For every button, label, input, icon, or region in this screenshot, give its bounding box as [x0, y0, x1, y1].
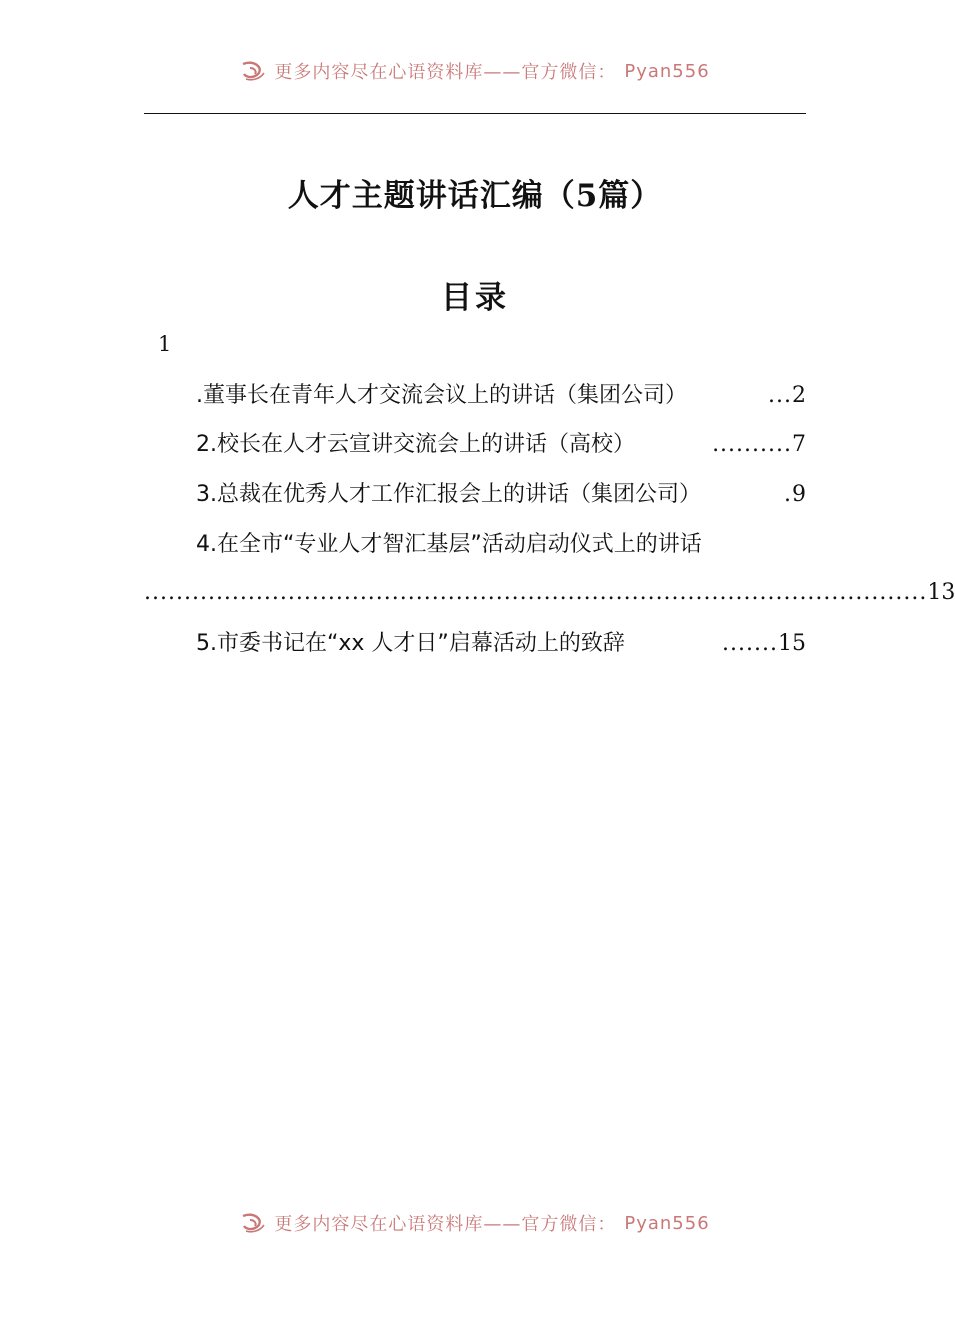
toc-entry-title: 5.市委书记在“xx 人才日”启幕活动上的致辞 — [196, 631, 625, 656]
watermark-handle: Pyan556 — [624, 1212, 710, 1234]
watermark-text: 更多内容尽在心语资料库——官方微信： — [274, 1214, 617, 1235]
toc-page-number: 15 — [778, 631, 806, 656]
toc-entry[interactable] — [196, 529, 806, 561]
toc-entry-title: .董事长在青年人才交流会议上的讲话（集团公司） — [196, 383, 687, 408]
toc-entry-title: 4.在全市“专业人才智汇基层”活动启动仪式上的讲话 — [196, 532, 702, 557]
toc-page-number: 7 — [792, 432, 806, 457]
toc-entry-continuation[interactable] — [144, 577, 955, 609]
footer-watermark — [0, 1208, 950, 1238]
toc-entry[interactable] — [196, 628, 806, 660]
toc-page-number: 2 — [792, 383, 806, 408]
watermark-text: 更多内容尽在心语资料库——官方微信： — [274, 62, 617, 83]
toc-entry-title: 3.总裁在优秀人才工作汇报会上的讲话（集团公司） — [196, 482, 701, 507]
header-watermark — [0, 56, 950, 86]
toc-heading: 目录 — [441, 280, 509, 316]
brand-logo-icon — [240, 60, 266, 82]
brand-logo-icon — [240, 1212, 266, 1234]
watermark-handle: Pyan556 — [624, 60, 710, 82]
stray-list-number: 1 — [158, 332, 172, 356]
toc-entry-title: 2.校长在人才云宣讲交流会上的讲话（高校） — [196, 432, 635, 457]
document-title: 人才主题讲话汇编（5篇） — [287, 178, 663, 214]
toc-entry[interactable] — [196, 429, 806, 461]
toc-leader-dots: .................................................................................................. — [144, 580, 928, 605]
header-divider — [144, 113, 806, 114]
toc-leader-dots: ....... — [722, 631, 778, 656]
toc-leader-dots: . — [784, 482, 792, 507]
toc-leader-dots: ... — [768, 383, 792, 408]
toc-entry[interactable] — [196, 479, 806, 511]
toc-page-number: 13 — [927, 580, 955, 605]
toc-entry[interactable] — [196, 380, 806, 412]
toc-leader-dots: .......... — [712, 432, 792, 457]
toc-page-number: 9 — [792, 482, 806, 507]
